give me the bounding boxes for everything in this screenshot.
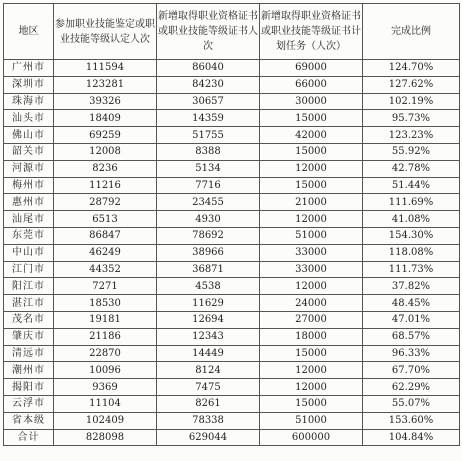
- cell-new-certificates: 36871: [157, 261, 260, 278]
- cell-completion-rate: 41.08%: [363, 211, 460, 228]
- cell-region: 梅州市: [4, 177, 54, 194]
- cell-region: 河源市: [4, 160, 54, 177]
- cell-participants: 21186: [54, 328, 157, 345]
- cell-plan-target: 51000: [260, 412, 363, 429]
- cell-participants: 11216: [54, 177, 157, 194]
- table-row: [4, 177, 460, 194]
- cell-plan-target: 15000: [260, 143, 363, 160]
- table-row: [4, 412, 460, 429]
- cell-new-certificates: 11629: [157, 295, 260, 312]
- cell-completion-rate: 55.07%: [363, 395, 460, 412]
- cell-plan-target: 12000: [260, 211, 363, 228]
- cell-new-certificates: 4538: [157, 278, 260, 295]
- table-body: [4, 60, 460, 446]
- cell-participants: 828098: [54, 429, 157, 446]
- total-row: [4, 429, 460, 446]
- cell-new-certificates: 78692: [157, 227, 260, 244]
- cell-participants: 6513: [54, 211, 157, 228]
- table-header: [4, 4, 460, 60]
- cell-participants: 8236: [54, 160, 157, 177]
- header-row: [4, 4, 460, 60]
- header-new-certificates: 新增取得职业资格证书或职业技能等级证书人次: [157, 4, 260, 60]
- cell-new-certificates: 12694: [157, 311, 260, 328]
- table-row: [4, 395, 460, 412]
- cell-participants: 12008: [54, 143, 157, 160]
- table-row: [4, 127, 460, 144]
- table-row: [4, 194, 460, 211]
- cell-plan-target: 12000: [260, 379, 363, 396]
- cell-completion-rate: 62.29%: [363, 379, 460, 396]
- cell-completion-rate: 37.82%: [363, 278, 460, 295]
- cell-region: 肇庆市: [4, 328, 54, 345]
- cell-participants: 19181: [54, 311, 157, 328]
- table-row: [4, 143, 460, 160]
- cell-plan-target: 33000: [260, 261, 363, 278]
- cell-participants: 102409: [54, 412, 157, 429]
- cell-participants: 111594: [54, 60, 157, 77]
- cell-completion-rate: 55.92%: [363, 143, 460, 160]
- cell-region: 清远市: [4, 345, 54, 362]
- cell-new-certificates: 78338: [157, 412, 260, 429]
- cell-plan-target: 42000: [260, 127, 363, 144]
- cell-participants: 7271: [54, 278, 157, 295]
- cell-region: 中山市: [4, 244, 54, 261]
- cell-new-certificates: 7716: [157, 177, 260, 194]
- cell-completion-rate: 95.73%: [363, 110, 460, 127]
- cell-completion-rate: 48.45%: [363, 295, 460, 312]
- cell-region: 省本级: [4, 412, 54, 429]
- cell-new-certificates: 30657: [157, 93, 260, 110]
- table-row: [4, 227, 460, 244]
- table-row: [4, 379, 460, 396]
- cell-region: 揭阳市: [4, 379, 54, 396]
- cell-participants: 18409: [54, 110, 157, 127]
- cell-completion-rate: 127.62%: [363, 76, 460, 93]
- cell-region: 潮州市: [4, 362, 54, 379]
- cell-plan-target: 600000: [260, 429, 363, 446]
- cell-new-certificates: 8261: [157, 395, 260, 412]
- cell-plan-target: 30000: [260, 93, 363, 110]
- table-row: [4, 328, 460, 345]
- cell-completion-rate: 104.84%: [363, 429, 460, 446]
- cell-new-certificates: 38966: [157, 244, 260, 261]
- cell-completion-rate: 96.33%: [363, 345, 460, 362]
- statistics-table: [3, 3, 460, 446]
- cell-participants: 10096: [54, 362, 157, 379]
- cell-participants: 44352: [54, 261, 157, 278]
- cell-plan-target: 21000: [260, 194, 363, 211]
- cell-participants: 46249: [54, 244, 157, 261]
- cell-participants: 9369: [54, 379, 157, 396]
- cell-plan-target: 12000: [260, 278, 363, 295]
- cell-new-certificates: 84230: [157, 76, 260, 93]
- cell-region: 深圳市: [4, 76, 54, 93]
- cell-plan-target: 15000: [260, 177, 363, 194]
- table-row: [4, 278, 460, 295]
- table-row: [4, 244, 460, 261]
- cell-participants: 28792: [54, 194, 157, 211]
- cell-region: 汕头市: [4, 110, 54, 127]
- cell-completion-rate: 153.60%: [363, 412, 460, 429]
- cell-plan-target: 69000: [260, 60, 363, 77]
- cell-region: 汕尾市: [4, 211, 54, 228]
- header-completion-rate: 完成比例: [363, 4, 460, 60]
- cell-completion-rate: 111.69%: [363, 194, 460, 211]
- cell-region: 惠州市: [4, 194, 54, 211]
- cell-participants: 11104: [54, 395, 157, 412]
- cell-plan-target: 51000: [260, 227, 363, 244]
- cell-region: 韶关市: [4, 143, 54, 160]
- cell-new-certificates: 51755: [157, 127, 260, 144]
- cell-new-certificates: 4930: [157, 211, 260, 228]
- cell-completion-rate: 154.30%: [363, 227, 460, 244]
- cell-region: 东莞市: [4, 227, 54, 244]
- cell-region: 湛江市: [4, 295, 54, 312]
- cell-plan-target: 12000: [260, 160, 363, 177]
- cell-new-certificates: 8124: [157, 362, 260, 379]
- table-row: [4, 362, 460, 379]
- cell-completion-rate: 51.44%: [363, 177, 460, 194]
- cell-new-certificates: 86040: [157, 60, 260, 77]
- cell-completion-rate: 118.08%: [363, 244, 460, 261]
- header-participants: 参加职业技能鉴定或职业技能等级认定人次: [54, 4, 157, 60]
- cell-region: 合计: [4, 429, 54, 446]
- cell-plan-target: 27000: [260, 311, 363, 328]
- cell-completion-rate: 111.73%: [363, 261, 460, 278]
- table-row: [4, 295, 460, 312]
- table-row: [4, 76, 460, 93]
- cell-new-certificates: 7475: [157, 379, 260, 396]
- cell-region: 阳江市: [4, 278, 54, 295]
- cell-participants: 18530: [54, 295, 157, 312]
- header-region: 地区: [4, 4, 54, 60]
- cell-participants: 123281: [54, 76, 157, 93]
- cell-plan-target: 24000: [260, 295, 363, 312]
- cell-plan-target: 66000: [260, 76, 363, 93]
- header-plan-target: 新增取得职业资格证书或职业技能等级证书计划任务（人次）: [260, 4, 363, 60]
- cell-plan-target: 12000: [260, 362, 363, 379]
- cell-participants: 22870: [54, 345, 157, 362]
- cell-region: 佛山市: [4, 127, 54, 144]
- cell-participants: 69259: [54, 127, 157, 144]
- table-row: [4, 345, 460, 362]
- cell-completion-rate: 124.70%: [363, 60, 460, 77]
- table-row: [4, 110, 460, 127]
- cell-new-certificates: 14359: [157, 110, 260, 127]
- cell-new-certificates: 14449: [157, 345, 260, 362]
- cell-new-certificates: 629044: [157, 429, 260, 446]
- table-row: [4, 93, 460, 110]
- cell-completion-rate: 67.70%: [363, 362, 460, 379]
- cell-new-certificates: 8388: [157, 143, 260, 160]
- cell-plan-target: 15000: [260, 395, 363, 412]
- cell-plan-target: 18000: [260, 328, 363, 345]
- cell-completion-rate: 68.57%: [363, 328, 460, 345]
- table-row: [4, 60, 460, 77]
- cell-plan-target: 15000: [260, 110, 363, 127]
- cell-region: 茂名市: [4, 311, 54, 328]
- cell-plan-target: 33000: [260, 244, 363, 261]
- table-row: [4, 211, 460, 228]
- table-row: [4, 160, 460, 177]
- cell-new-certificates: 12343: [157, 328, 260, 345]
- cell-region: 江门市: [4, 261, 54, 278]
- cell-completion-rate: 123.23%: [363, 127, 460, 144]
- cell-region: 云浮市: [4, 395, 54, 412]
- table-row: [4, 261, 460, 278]
- cell-completion-rate: 47.01%: [363, 311, 460, 328]
- cell-participants: 39326: [54, 93, 157, 110]
- cell-new-certificates: 23455: [157, 194, 260, 211]
- table-row: [4, 311, 460, 328]
- cell-plan-target: 15000: [260, 345, 363, 362]
- cell-region: 广州市: [4, 60, 54, 77]
- cell-new-certificates: 5134: [157, 160, 260, 177]
- cell-completion-rate: 102.19%: [363, 93, 460, 110]
- cell-region: 珠海市: [4, 93, 54, 110]
- cell-participants: 86847: [54, 227, 157, 244]
- cell-completion-rate: 42.78%: [363, 160, 460, 177]
